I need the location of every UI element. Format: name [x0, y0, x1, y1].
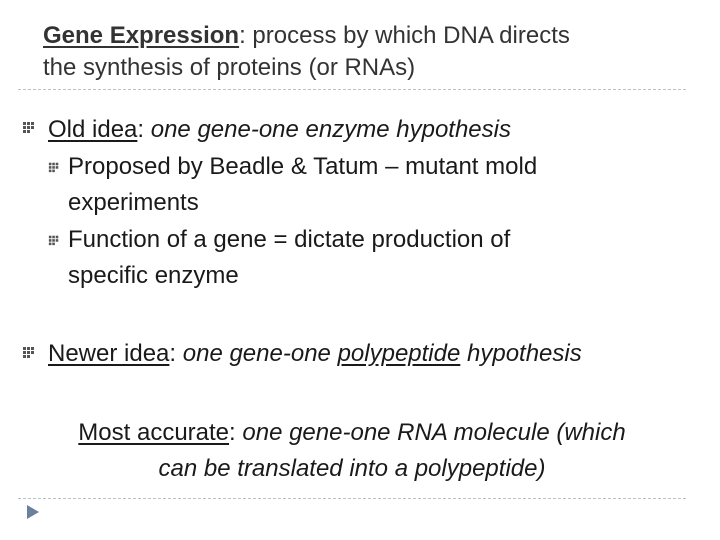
most-accurate-statement: [18, 415, 686, 487]
sub-point-1-line-2: experiments: [68, 189, 199, 216]
slide-nav-arrow-icon[interactable]: [24, 503, 42, 521]
footer-divider: [18, 498, 686, 499]
sub-point-1-line-1: Proposed by Beadle & Tatum – mutant mold: [68, 153, 538, 180]
newer-idea-text-after: hypothesis: [460, 340, 582, 367]
old-idea-sep: :: [137, 116, 151, 143]
sub-point-2-line-2: specific enzyme: [68, 262, 239, 289]
most-accurate-line1-text: one gene-one RNA molecule (which: [242, 419, 626, 446]
most-accurate-sep: :: [229, 419, 243, 446]
title-line-1: [43, 20, 703, 52]
title-term: Gene Expression: [43, 22, 240, 49]
sub-point-1: [68, 149, 537, 221]
title-line-2: the synthesis of proteins (or RNAs): [43, 54, 416, 81]
square-bullet-icon: [48, 161, 60, 173]
newer-idea-bullet: [48, 336, 582, 372]
square-bullet-icon: [22, 120, 36, 134]
title-divider: [18, 89, 686, 90]
old-idea-text: one gene-one enzyme hypothesis: [150, 116, 511, 143]
newer-idea-sep: :: [169, 340, 183, 367]
slide-title: [43, 20, 703, 84]
square-bullet-icon: [48, 234, 60, 246]
newer-idea-label: Newer idea: [48, 340, 170, 367]
old-idea-bullet: [48, 112, 511, 148]
sub-point-2-line-1: Function of a gene = dictate production of: [68, 226, 511, 253]
most-accurate-label: Most accurate: [78, 419, 230, 446]
square-bullet-icon: [22, 345, 36, 359]
sub-point-2: [68, 222, 510, 294]
old-idea-label: Old idea: [48, 116, 138, 143]
most-accurate-line-2: can be translated into a polypeptide): [158, 455, 546, 482]
newer-idea-text-before: one gene-one: [182, 340, 338, 367]
most-accurate-line-1: [18, 415, 686, 451]
newer-idea-keyword: polypeptide: [337, 340, 461, 367]
title-line1-rest: : process by which DNA directs: [239, 22, 570, 49]
